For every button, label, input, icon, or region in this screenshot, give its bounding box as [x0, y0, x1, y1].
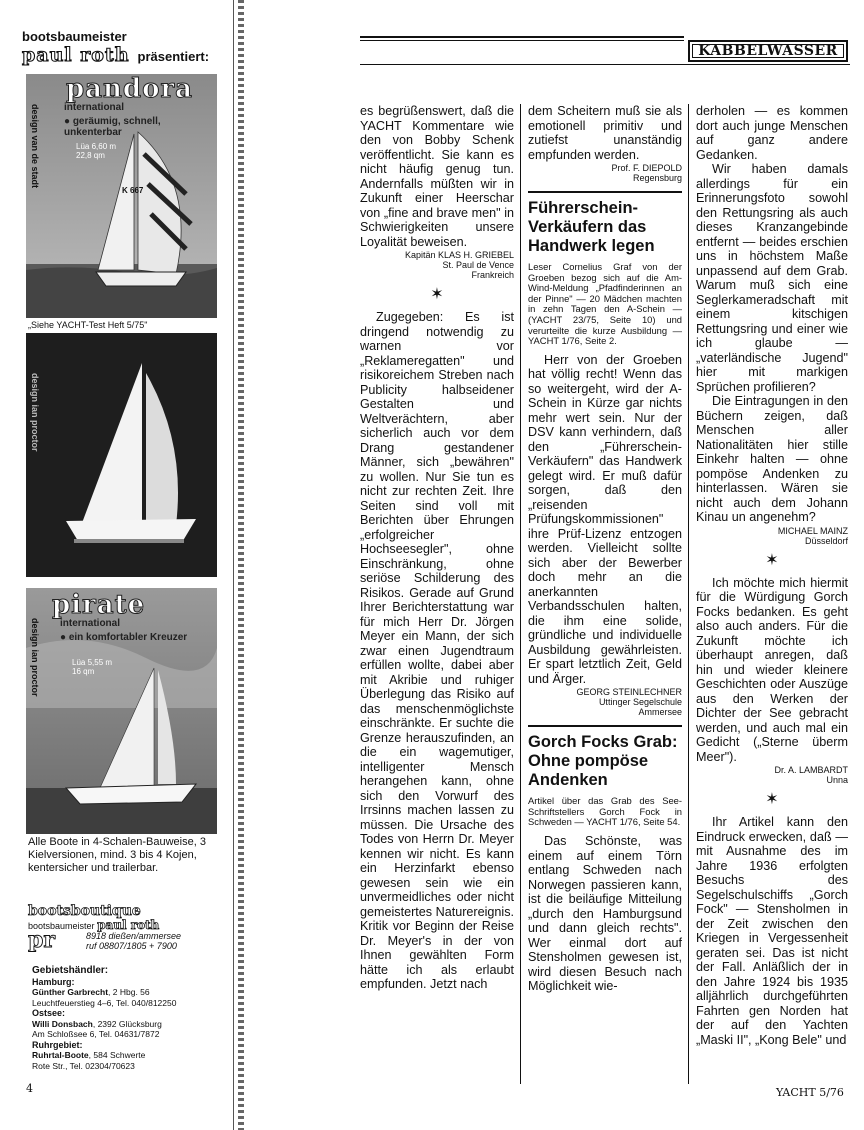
letter-signature: [696, 526, 848, 546]
letter-text: Wir haben damals allerdings für ein Erinnerungsfoto sowohl den Rettungsring als auch dieses Kranzangebinde entfernt — beides erschien uns in höchstem Maße unpassend auf dem Grab. Warum muß sich eine Seglerkameradschaft mit einem kitschigen Rettungsring und einer wie ich glaube — „vaterländische Jugend" hier mit markigen Sprüchen profilieren?: [696, 162, 848, 394]
pandora-specs: Lüa 6,60 m 22,8 qm: [76, 142, 117, 160]
dealer-name: Willi Donsbach: [32, 1018, 93, 1029]
pirate-design-credit: design ian proctor: [30, 618, 40, 697]
letter-text: dem Scheitern muß sie als emotionell primitiv und zutiefst unanständig empfunden werden.: [528, 104, 682, 162]
signature-name: Kapitän KLAS H. GRIEBEL: [404, 250, 514, 260]
letter-text: Ich möchte mich hiermit für die Würdigung Gorch Focks bedanken. Es geht also auch anders. Für die Zukunft möchte ich überhaupt anregen, daß hin und wieder kleinere Geschichten oder Auszüge aus den Werken der Dichter der See gebracht werden, und auch mal ein Gedicht („Sterne überm Meer").: [696, 575, 848, 764]
boutique-address-2: ruf 08807/1805 + 7900: [86, 941, 177, 951]
pirate-claim: ● ein komfortabler Kreuzer: [60, 632, 188, 643]
separator-star-icon: ✶: [765, 551, 779, 569]
headline: Führerschein-Verkäufern das Handwerk legen: [528, 199, 655, 255]
column-3: [696, 104, 848, 1047]
boutique-block: [28, 902, 228, 957]
boutique-brand: bootsbaumeister: [28, 921, 95, 931]
boat-photo-2: [26, 333, 217, 577]
letter-signature: [696, 765, 848, 785]
dealer-contact: Am Schloßsee 6, Tel. 04631/7872: [32, 1029, 160, 1039]
header-rule-thin: [360, 40, 684, 41]
dealer-address: , 2392 Glücksburg: [92, 1018, 162, 1029]
separator-star-icon: ✶: [430, 286, 444, 303]
section-title: KABBELWASSER: [688, 40, 848, 62]
ad-presents: präsentiert:: [137, 49, 210, 64]
boutique-logo: bootsboutique: [28, 903, 141, 919]
pandora-claim: ● geräumig, schnell, unkenterbar: [64, 116, 161, 138]
perforation-border: [238, 0, 244, 1130]
dealer-region: Hamburg:: [32, 976, 75, 987]
pirate-specs: Lüa 5,55 m 16 qm: [72, 658, 113, 676]
letter-text: es begrüßenswert, daß die YACHT Kommentare wie den von Bobby Schenk veröffentlicht. Sie kann es nicht häufig genug tun. Andernfalls müßten wir in Zukunft einer Heerschar von „fine and brave men" in Schwierigkeiten unsere Loyalität beweisen.: [360, 104, 514, 249]
pandora-claim-text: geräumig, schnell, unkenterbar: [64, 116, 161, 138]
dealer-hamburg: [32, 977, 232, 1009]
signature-country: Frankreich: [471, 270, 514, 280]
pirate-title: pirate: [52, 590, 146, 620]
dealer-name: Ruhrtal-Boote: [32, 1050, 89, 1060]
dealer-region: Ostsee:: [32, 1008, 66, 1018]
dealer-ostsee: [32, 1008, 232, 1040]
letter-text: Zugegeben: Es ist dringend notwendig zu warnen vor „Reklameregatten" und risikoreichem Streben nach Publicity halbseidener Gestalten und Weltverächtern, aber sicherlich auch vor dem Drang gestandener Männer, sich „bewähren" zu wollen. Nur Sie tun es nicht zur rechten Zeit. Ihre Seiten sind voll mit Berichten über Ehrungen „erfolgreicher Hochseesegler", ohne Einschränkung, ohne seriöse Schilderung des Risikos. Gerade auf Grund Ihrer Berichterstattung war für mich Herr Dr. Jörgen Meyer ein Mann, der sich zwar einen Jugendtraum erfüllen wollte, dabei aber mit Akribie und ruhiger Überlegung das Risiko auf das menschenmöglichste einschränkte. Er suchte die Grenze herauszufinden, an die ein wagemutiger, intelligenter Mensch herangehen kann, ohne sich den Vorwurf des Irrsinns machen lassen zu müssen. Die Ursache des Todes von Herrn Dr. Meyer kennen wir nicht. Es kann ein Herzinfarkt ebenso gewesen sein wie ein unvermeidliches oder nicht gemeistertes Naturereignis. Kritik vor Beginn der Reise Dr. Meyer's in der von Ihnen gewählten Form hätte ich als erlaubt empfunden. Jetzt nach: [360, 310, 514, 991]
signature-name: Prof. F. DIEPOLD: [611, 163, 682, 173]
column-1: [360, 104, 514, 992]
dealer-address: , 584 Schwerte: [88, 1050, 146, 1060]
letter-text: Die Eintragungen in den Büchern zeigen, daß Menschen aller Nationalitäten hier stille Einkehr halten — ohne pompöse Andenken zu hinterlassen. Wären sie nicht auch dem Johann Kinau un angenehm?: [696, 394, 848, 524]
letter-text: Das Schönste, was einem auf einem Törn entlang Schweden nach Norwegen passieren kann, ist die beiläufige Mitteilung „durch den Hamburgsund und dann gleich rechts". Wer einmal dort auf Stensholmen gewesen ist, wird diesen Besuch nach Möglichkeit wie-: [528, 834, 682, 994]
dealer-region: Ruhrgebiet:: [32, 1039, 83, 1050]
signature-place: Unna: [826, 775, 848, 785]
dealer-address: , 2 Hbg. 56: [108, 987, 150, 997]
dealer-line: [32, 987, 232, 998]
dealer-line: [32, 1050, 232, 1061]
signature-place: St. Paul de Vence: [442, 260, 514, 270]
letter-text: Herr von der Groeben hat völlig recht! Wenn das so weitergeht, wird der A-Schein in Kürze gar nichts mehr wert sein. Nur der DSV kann verhindern, daß den „Führerschein-Verkäufern" das Handwerk gelegt wird. Er muß dafür sorgen, daß den „reisenden Prüfungskommissionen" ihre Prüf-Lizenz entzogen werden. Vielleicht sollte sich aber der Bewerber doch mehr an die anerkannten Verbandsschulen halten, die ihm eine solide, gründliche und individuelle Ausbildung gewährleisten. Er spart letztlich Zeit, Geld und Ärger.: [528, 352, 682, 686]
pirate-claim-text: ein komfortabler Kreuzer: [68, 632, 188, 643]
dealer-ruhrgebiet: [32, 1040, 232, 1072]
lead-text: Artikel über das Grab des See-Schriftstellers Gorch Fock in Schweden — YACHT 1/76, Seite 54.: [528, 795, 682, 828]
advertisement-header: [22, 30, 230, 66]
boat-photo-pandora: [26, 74, 217, 318]
letter-signature: [528, 687, 682, 717]
boutique-line: [28, 920, 228, 931]
signature-name: GEORG STEINLECHNER: [576, 687, 682, 698]
signature-place: Regensburg: [632, 173, 682, 183]
pandora-sub: international: [64, 102, 125, 113]
column-2: [528, 104, 682, 994]
boutique-pr-mark: pr: [28, 927, 55, 953]
pandora-title: pandora: [66, 74, 193, 104]
letter-signature: [360, 250, 514, 280]
signature-place: Düsseldorf: [804, 535, 848, 546]
headline: Gorch Focks Grab: Ohne pompöse Andenken: [528, 733, 678, 790]
ad-features: Alle Boote in 4-Schalen-Bauweise, 3 Kielversionen, mind. 3 bis 4 Kojen, kentersicher und trailerbar.: [28, 836, 206, 874]
letter-text: derholen — es kommen dort auch junge Menschen auf ganz andere Gedanken.: [696, 104, 848, 162]
ad-logo-row: [22, 44, 230, 66]
boat-photo-pirate: [26, 588, 217, 834]
ad-brand: bootsbaumeister: [22, 29, 127, 44]
boutique-address-1: 8918 dießen/ammersee: [86, 931, 182, 941]
dealers-heading: Gebietshändler:: [32, 965, 109, 976]
ad-caption: „Siehe YACHT-Test Heft 5/75": [28, 320, 148, 330]
signature-country: Ammersee: [638, 707, 682, 718]
section-rule: [528, 191, 682, 193]
separator-star-icon: ✶: [765, 791, 779, 808]
boat-2-photo-image: [26, 333, 217, 577]
boutique-address-row: [28, 927, 228, 957]
column-divider-1: [520, 104, 521, 1084]
footer-issue: YACHT 5/76: [776, 1086, 844, 1099]
boutique-logo-name: paul roth: [97, 918, 160, 932]
letter-signature: [528, 163, 682, 183]
pirate-sub: international: [60, 618, 121, 629]
signature-name: Dr. A. LAMBARDT: [774, 765, 848, 775]
pirate-photo-image: [26, 588, 217, 834]
dealer-contact: Leuchtfeuerstieg 4–6, Tel. 040/812250: [32, 997, 177, 1008]
signature-place: Uttinger Segelschule: [598, 697, 682, 708]
page-edge-line: [233, 0, 234, 1130]
ad-logo: paul roth: [22, 44, 130, 66]
lead-text: Leser Cornelius Graf von der Groeben bezog sich auf die Am-Wind-Meldung „Pfadfinderinnen an der Pinne" — 20 Mädchen machten in zehn Tagen den A-Schein — (YACHT 23/75, Seite 10) und verurteilte die kurze Ausbildung — YACHT 1/76, Seite 2.: [528, 261, 682, 347]
dealer-line: [32, 1019, 232, 1030]
signature-name: MICHAEL MAINZ: [777, 525, 848, 536]
page-number: 4: [26, 1082, 33, 1095]
header-rule-thick: [360, 36, 684, 38]
header-rule-bottom: [360, 64, 850, 65]
pandora-design-credit: design van de stadt: [30, 104, 40, 189]
dealer-name: Günther Garbrecht: [32, 987, 109, 997]
boutique-address: [86, 931, 181, 951]
dealers-list: [32, 966, 232, 1071]
letter-text: Ihr Artikel kann den Eindruck erwecken, daß — mit Ausnahme des im Jahre 1936 erfolgten Besuchs des Segelschulschiffs „Gorch Fock" — Stensholmen in der Zeit zwischen den Kriegen in Vergessenheit geraten sei. Das ist nicht der Fall. Anläßlich der in den Jahre 1924 bis 1935 alljährlich durchgeführten Fahrten gen Norden hat der auf den Yachten „Maski II", „Kong Bele" und: [696, 815, 848, 1047]
dealer-contact: Rote Str., Tel. 02304/70623: [32, 1060, 135, 1071]
section-rule: [528, 725, 682, 727]
boat-2-design-credit: design ian proctor: [30, 373, 40, 452]
pandora-sail-number: K 667: [122, 186, 144, 195]
column-divider-2: [688, 104, 689, 1084]
